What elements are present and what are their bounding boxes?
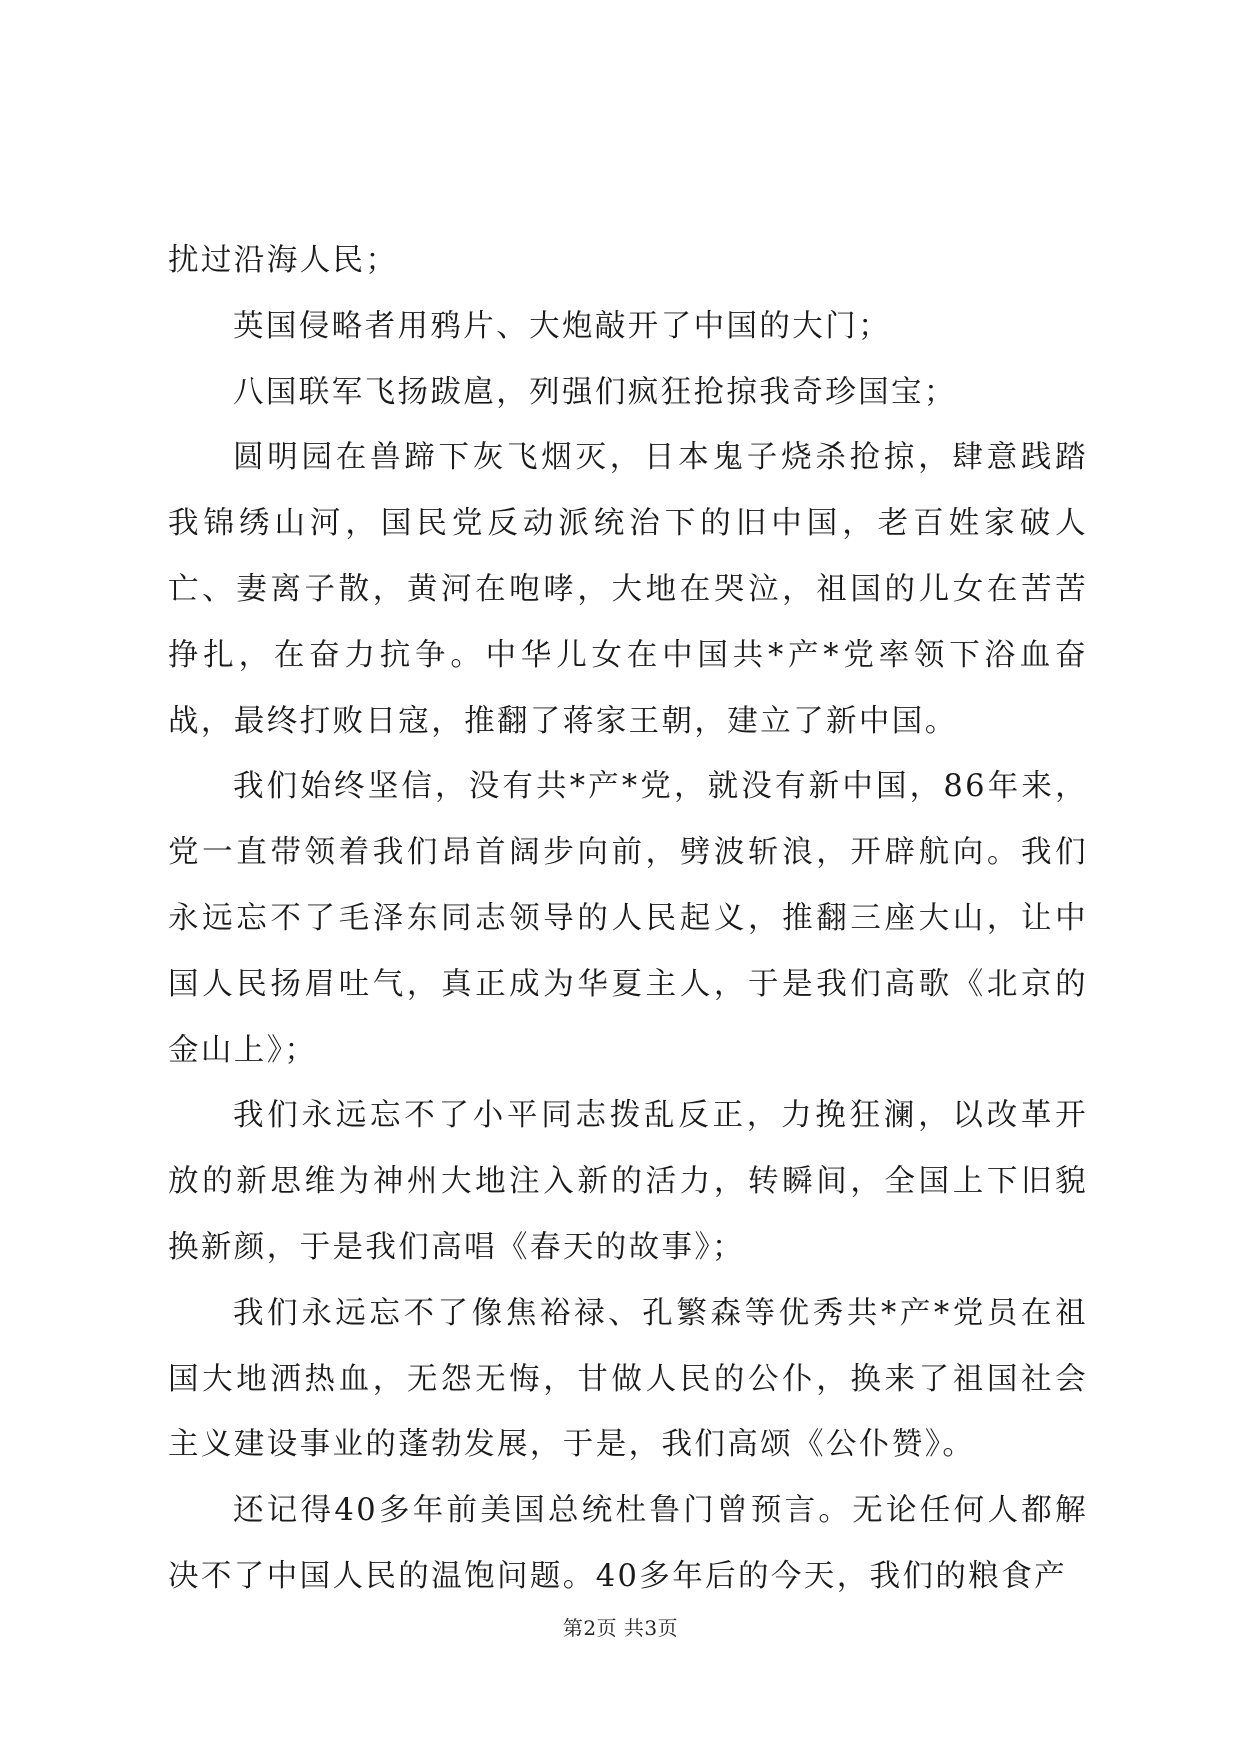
page-footer: 第2页 共3页	[562, 1616, 679, 1640]
paragraph: 我们永远忘不了小平同志拨乱反正，力挽狂澜，以改革开放的新思维为神州大地注入新的活力，转瞬间，全国上下旧貌换新颜，于是我们高唱《春天的故事》；	[168, 1098, 1088, 1265]
paragraph: 扰过沿海人民；	[168, 243, 399, 278]
paragraph: 还记得40多年前美国总统杜鲁门曾预言。无论任何人都解决不了中国人民的温饱问题。40多年后的今天，我们的粮食产	[168, 1493, 1088, 1594]
paragraph: 我们永远忘不了像焦裕禄、孔繁森等优秀共*产*党员在祖国大地洒热血，无怨无悔，甘做人民的公仆，换来了祖国社会主义建设事业的蓬勃发展，于是，我们高颂《公仆赞》。	[168, 1295, 1088, 1463]
paragraph: 圆明园在兽蹄下灰飞烟灭，日本鬼子烧杀抢掠，肆意践踏我锦绣山河，国民党反动派统治下的旧中国，老百姓家破人亡、妻离子散，黄河在咆哮，大地在哭泣，祖国的儿女在苦苦挣扎，在奋力抗争。中华儿女在中国共*产*党率领下浴血奋战，最终打败日寇，推翻了蒋家王朝，建立了新中国。	[168, 440, 1088, 739]
paragraph: 八国联军飞扬跋扈，列强们疯狂抢掠我奇珍国宝；	[233, 374, 957, 410]
paragraph: 英国侵略者用鸦片、大炮敲开了中国的大门；	[233, 308, 891, 344]
body-text	[168, 228, 1088, 1610]
paragraph: 我们始终坚信，没有共*产*党，就没有新中国，86年来，党一直带领着我们昂首阔步向前，劈波斩浪，开辟航向。我们永远忘不了毛泽东同志领导的人民起义，推翻三座大山，让中国人民扬眉吐气，真正成为华夏主人，于是我们高歌《北京的金山上》；	[168, 769, 1088, 1068]
